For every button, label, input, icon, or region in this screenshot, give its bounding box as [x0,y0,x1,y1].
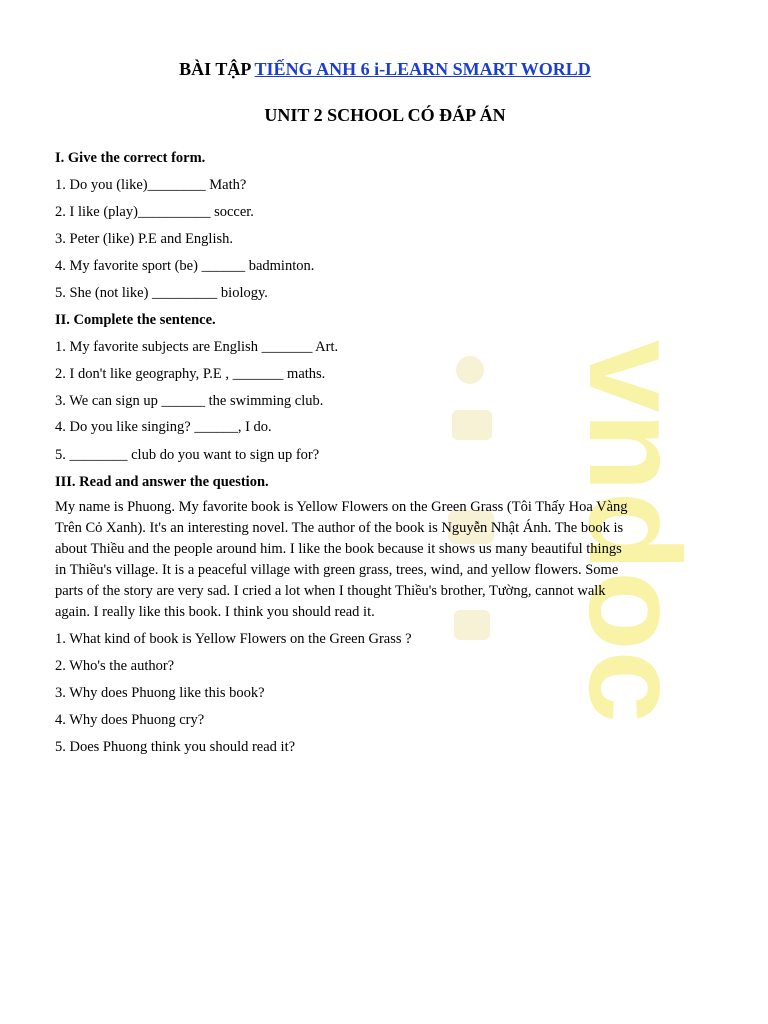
section-2-heading: II. Complete the sentence. [55,312,216,328]
exercise-item: 2. I like (play)__________ soccer. [55,204,254,220]
title-prefix: BÀI TẬP [179,59,255,79]
passage-line: My name is Phuong. My favorite book is Yellow Flowers on the Green Grass (Tôi Thấy Hoa Vàng [55,499,628,515]
passage-line: parts of the story are very sad. I cried a lot when I thought Thiều's brother, Tường, cannot walk [55,583,606,599]
exercise-item: 4. My favorite sport (be) ______ badminton. [55,258,315,274]
svg-text:vndoc: vndoc [562,340,708,723]
section-1-heading: I. Give the correct form. [55,150,206,166]
section-3-heading: III. Read and answer the question. [55,474,269,490]
exercise-item: 2. I don't like geography, P.E , _______ maths. [55,366,326,382]
exercise-item: 3. Peter (like) P.E and English. [55,231,234,247]
exercise-item: 5. She (not like) _________ biology. [55,285,268,301]
question-item: 3. Why does Phuong like this book? [55,685,265,701]
exercise-item: 4. Do you like singing? ______, I do. [55,419,272,435]
exercise-item: 1. Do you (like)________ Math? [55,177,247,193]
passage-line: about Thiều and the people around him. I like the book because it shows us many beautiful things [55,541,622,557]
question-item: 1. What kind of book is Yellow Flowers on the Green Grass ? [55,631,412,647]
exercise-item: 1. My favorite subjects are English _______ Art. [55,339,339,355]
title-link[interactable]: TIẾNG ANH 6 i-LEARN SMART WORLD [254,59,591,79]
exercise-item: 5. ________ club do you want to sign up for? [55,447,320,463]
question-item: 4. Why does Phuong cry? [55,712,205,728]
document-subtitle: UNIT 2 SCHOOL CÓ ĐÁP ÁN [264,105,506,125]
passage-line: in Thiều's village. It is a peaceful village with green grass, trees, wind, and yellow flowers. Some [55,562,619,578]
document-title [55,58,715,80]
reading-passage [55,497,727,623]
passage-line: Trên Cỏ Xanh). It's an interesting novel. The author of the book is Nguyễn Nhật Ánh. The book is [55,520,624,536]
exercise-item: 3. We can sign up ______ the swimming club. [55,393,324,409]
question-item: 2. Who's the author? [55,658,175,674]
passage-line: again. I really like this book. I think you should read it. [55,604,375,620]
question-item: 5. Does Phuong think you should read it? [55,739,296,755]
